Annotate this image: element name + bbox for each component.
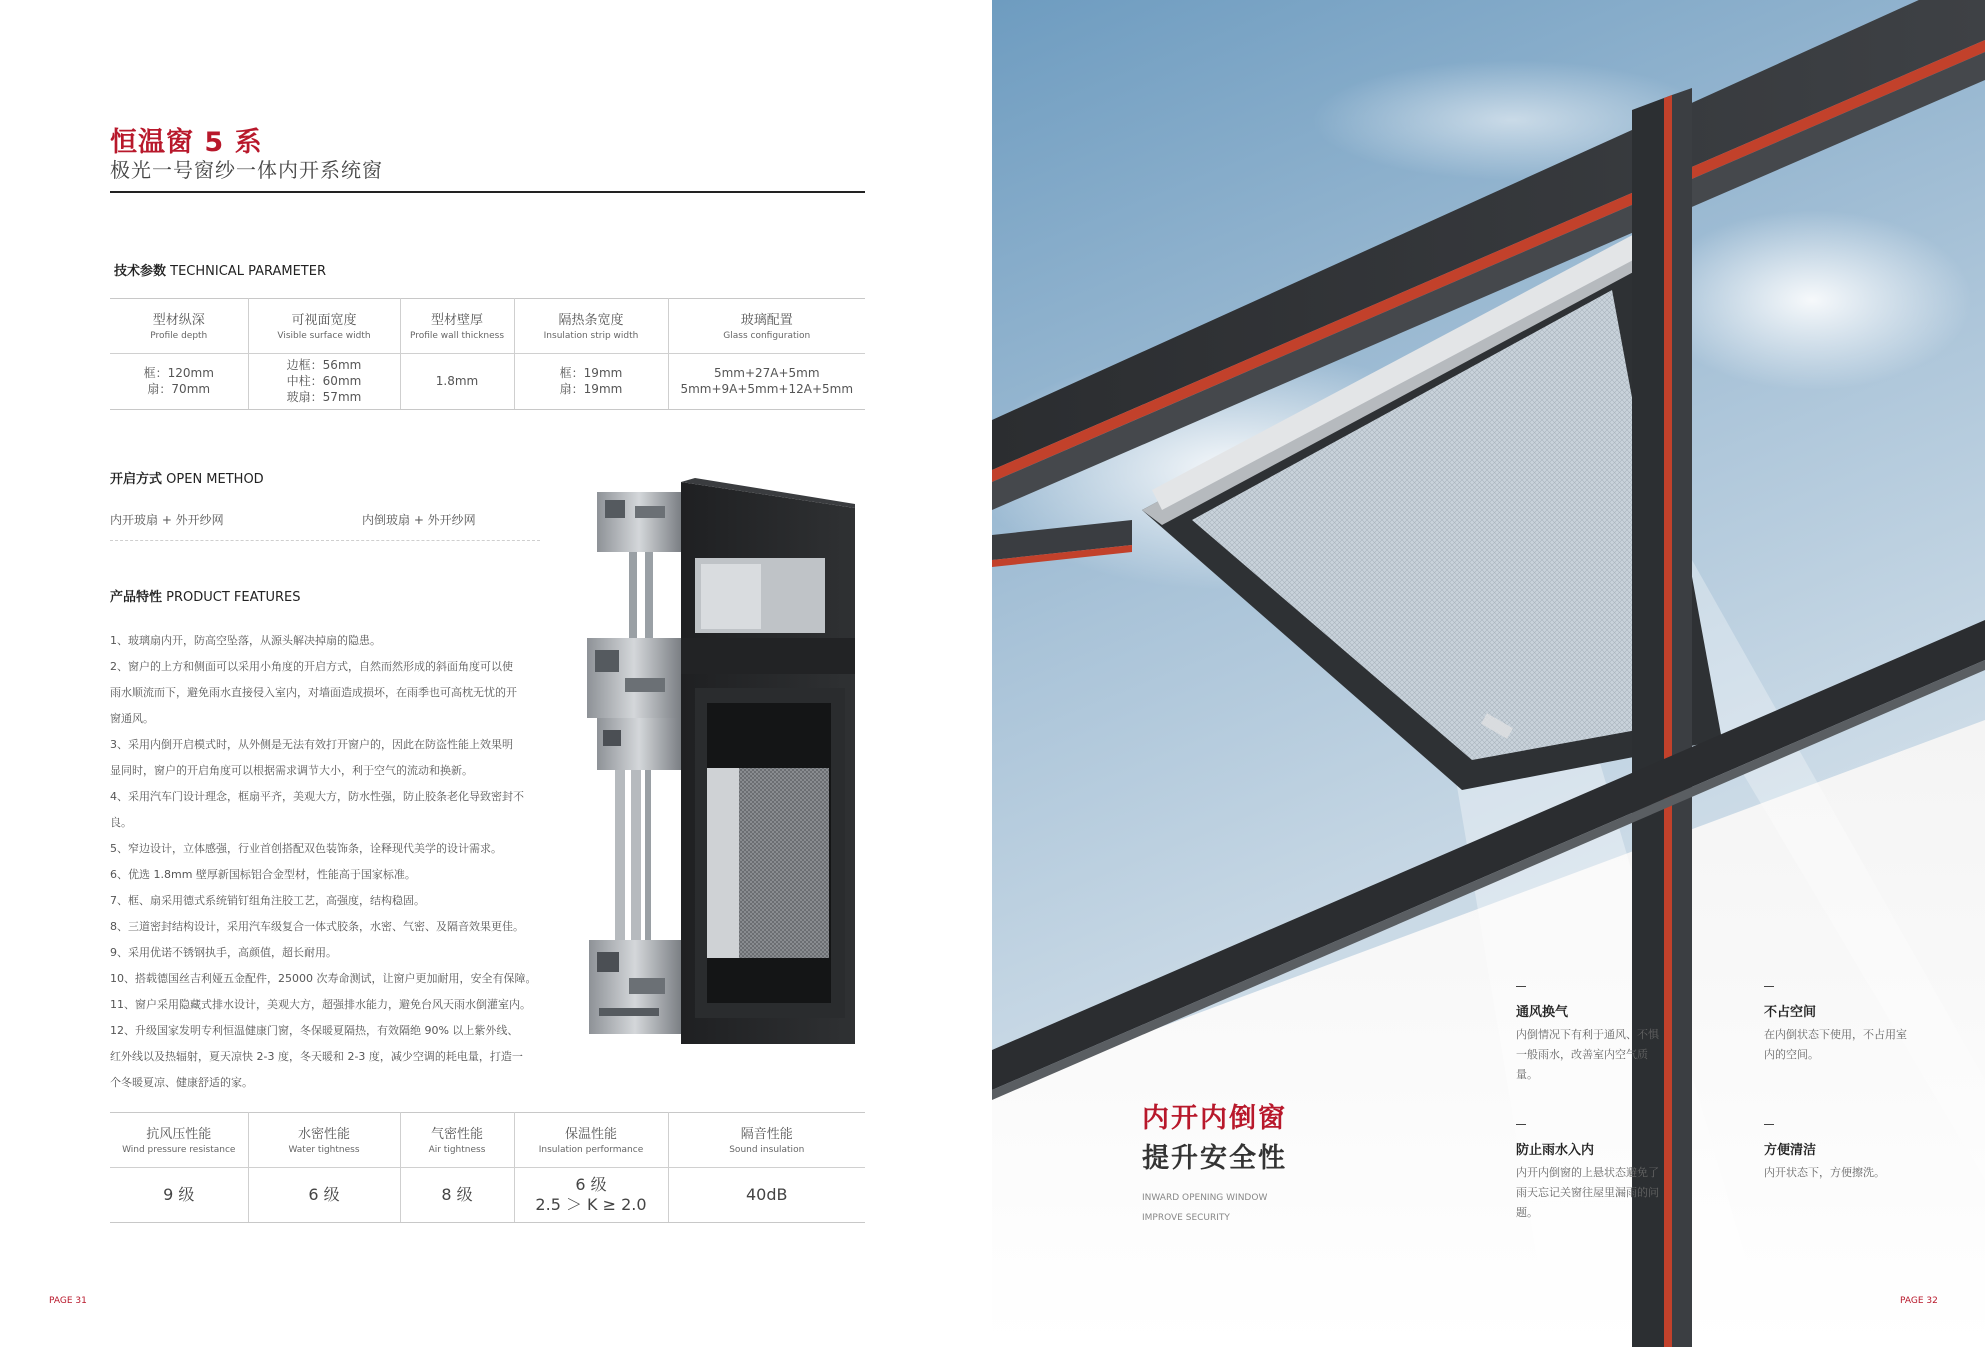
title-divider: [110, 191, 865, 193]
page-number-left: PAGE 31: [49, 1296, 87, 1306]
feature-rain-desc: 内开内倒窗的上悬状态避免了雨天忘记关窗往屋里漏雨的问题。: [1516, 1166, 1659, 1219]
feature-line: 11、窗户采用隐藏式排水设计，美观大方，超强排水能力，避免台风天雨水倒灌室内。: [110, 998, 531, 1011]
tilt-window-photo: [992, 0, 1985, 1347]
feature-clean-desc: 内开状态下，方便擦洗。: [1764, 1166, 1885, 1179]
perf-cell: 6 级: [248, 1167, 400, 1222]
feature-rain-title: 防止雨水入内: [1516, 1143, 1595, 1158]
tech-col-header: 可视面宽度 Visible surface width: [248, 298, 400, 353]
features-heading: [110, 586, 300, 605]
tech-col-header: 隔热条宽度 Insulation strip width: [514, 298, 668, 353]
headline-dark: 提升安全性: [1142, 1143, 1287, 1174]
feature-dash: [1764, 1124, 1774, 1125]
perf-cell: 6 级 2.5 ＞ K ≥ 2.0: [514, 1167, 668, 1222]
features-heading-en: PRODUCT FEATURES: [166, 590, 301, 605]
feature-line: 10、搭载德国丝吉利娅五金配件，25000 次寿命测试，让窗户更加耐用，安全有保障。: [110, 972, 537, 985]
open-method-item: 内倒玻扇 + 外开纱网: [362, 513, 476, 527]
feature-ventilation-desc: 内倒情况下有利于通风、不惧一般雨水，改善室内空气质量。: [1516, 1028, 1659, 1081]
feature-dash: [1516, 986, 1526, 987]
feature-line: 8、三道密封结构设计，采用汽车级复合一体式胶条，水密、气密、及隔音效果更佳。: [110, 920, 524, 933]
tech-cell: 5mm+27A+5mm 5mm+9A+5mm+12A+5mm: [680, 366, 854, 397]
perf-col-header: 抗风压性能 Wind pressure resistance: [110, 1112, 248, 1167]
tech-param-heading: [114, 260, 326, 279]
perf-cell: 40dB: [746, 1184, 788, 1204]
feature-line: 5、窄边设计，立体感强，行业首创搭配双色装饰条，诠释现代美学的设计需求。: [110, 842, 502, 855]
tech-cell: 框：120mm 扇：70mm: [110, 353, 248, 409]
open-method-heading-cn: 开启方式: [110, 472, 163, 487]
perf-col-header: 保温性能 Insulation performance: [514, 1112, 668, 1167]
page-title: 恒温窗 5 系: [110, 127, 263, 158]
performance-table: [110, 1112, 865, 1222]
feature-dash: [1764, 986, 1774, 987]
feature-dash: [1516, 1124, 1526, 1125]
feature-line: 4、采用汽车门设计理念，框扇平齐，美观大方，防水性强，防止胶条老化导致密封不良。: [110, 790, 524, 829]
headline-en-1: INWARD OPENING WINDOW: [1142, 1193, 1268, 1203]
dotted-divider: [110, 540, 540, 541]
headline-en-2: IMPROVE SECURITY: [1142, 1213, 1230, 1223]
perf-cell: 9 级: [110, 1167, 248, 1222]
features-heading-cn: 产品特性: [110, 590, 163, 605]
left-page: [0, 0, 992, 1347]
tech-cell: 1.8mm: [400, 353, 514, 409]
feature-line: 1、玻璃扇内开，防高空坠落，从源头解决掉扇的隐患。: [110, 634, 381, 647]
right-page: [992, 0, 1985, 1347]
tech-param-heading-en: TECHNICAL PARAMETER: [170, 264, 326, 279]
open-method-heading: [110, 468, 264, 487]
tech-col-header: 型材纵深 Profile depth: [110, 298, 248, 353]
feature-space-title: 不占空间: [1764, 1005, 1817, 1020]
page-subtitle: 极光一号窗纱一体内开系统窗: [110, 158, 383, 182]
tech-table-bottom-rule: [110, 409, 865, 410]
feature-line: 12、升级国家发明专利恒温健康门窗，冬保暖夏隔热，有效隔绝 90% 以上紫外线、: [110, 1024, 519, 1037]
feature-space-desc: 在内倒状态下使用，不占用室内的空间。: [1764, 1028, 1907, 1061]
feature-line: 3、采用内倒开启模式时，从外侧是无法有效打开窗户的，因此在防盗性能上效果明: [110, 738, 513, 751]
feature-line: 个冬暖夏凉、健康舒适的家。: [110, 1076, 253, 1089]
feature-line: 显同时，窗户的开启角度可以根据需求调节大小，利于空气的流动和换新。: [110, 764, 473, 777]
page-number-right: PAGE 32: [1900, 1296, 1938, 1306]
perf-col-header: 水密性能 Water tightness: [248, 1112, 400, 1167]
perf-table-bottom-rule: [110, 1222, 865, 1223]
tech-col-header: 型材壁厚 Profile wall thickness: [400, 298, 514, 353]
feature-line: 2、窗户的上方和侧面可以采用小角度的开启方式，自然而然形成的斜面角度可以使: [110, 660, 513, 673]
headline-red: 内开内倒窗: [1142, 1103, 1287, 1134]
perf-cell: 8 级: [400, 1167, 514, 1222]
features-list: [110, 628, 542, 1096]
tech-col-header: 玻璃配置 Glass configuration: [668, 298, 865, 353]
open-method-item: 内开玻扇 + 外开纱网: [110, 513, 224, 527]
feature-clean-title: 方便清洁: [1764, 1143, 1817, 1158]
feature-line: 7、框、扇采用德式系统销钉组角注胶工艺，高强度，结构稳固。: [110, 894, 425, 907]
feature-line: 9、采用优诺不锈钢执手，高颜值，超长耐用。: [110, 946, 337, 959]
feature-line: 雨水顺流而下，避免雨水直接侵入室内，对墙面造成损坏，在雨季也可高枕无忧的开: [110, 686, 517, 699]
window-profile-image: [585, 478, 855, 1044]
perf-col-header: 隔音性能 Sound insulation: [668, 1112, 865, 1167]
feature-line: 红外线以及热辐射，夏天凉快 2-3 度，冬天暖和 2-3 度，减少空调的耗电量，打造一: [110, 1050, 523, 1063]
tech-param-heading-cn: 技术参数: [114, 264, 167, 279]
feature-line: 6、优选 1.8mm 壁厚新国标铝合金型材，性能高于国家标准。: [110, 868, 416, 881]
perf-col-header: 气密性能 Air tightness: [400, 1112, 514, 1167]
tech-cell: 框：19mm 扇：19mm: [514, 353, 668, 409]
open-method-heading-en: OPEN METHOD: [166, 472, 264, 487]
feature-ventilation-title: 通风换气: [1516, 1005, 1569, 1020]
tech-param-table: [110, 298, 865, 409]
tech-cell: 边框：56mm 中柱：60mm 玻扇：57mm: [248, 353, 400, 409]
feature-line: 窗通风。: [110, 712, 154, 725]
